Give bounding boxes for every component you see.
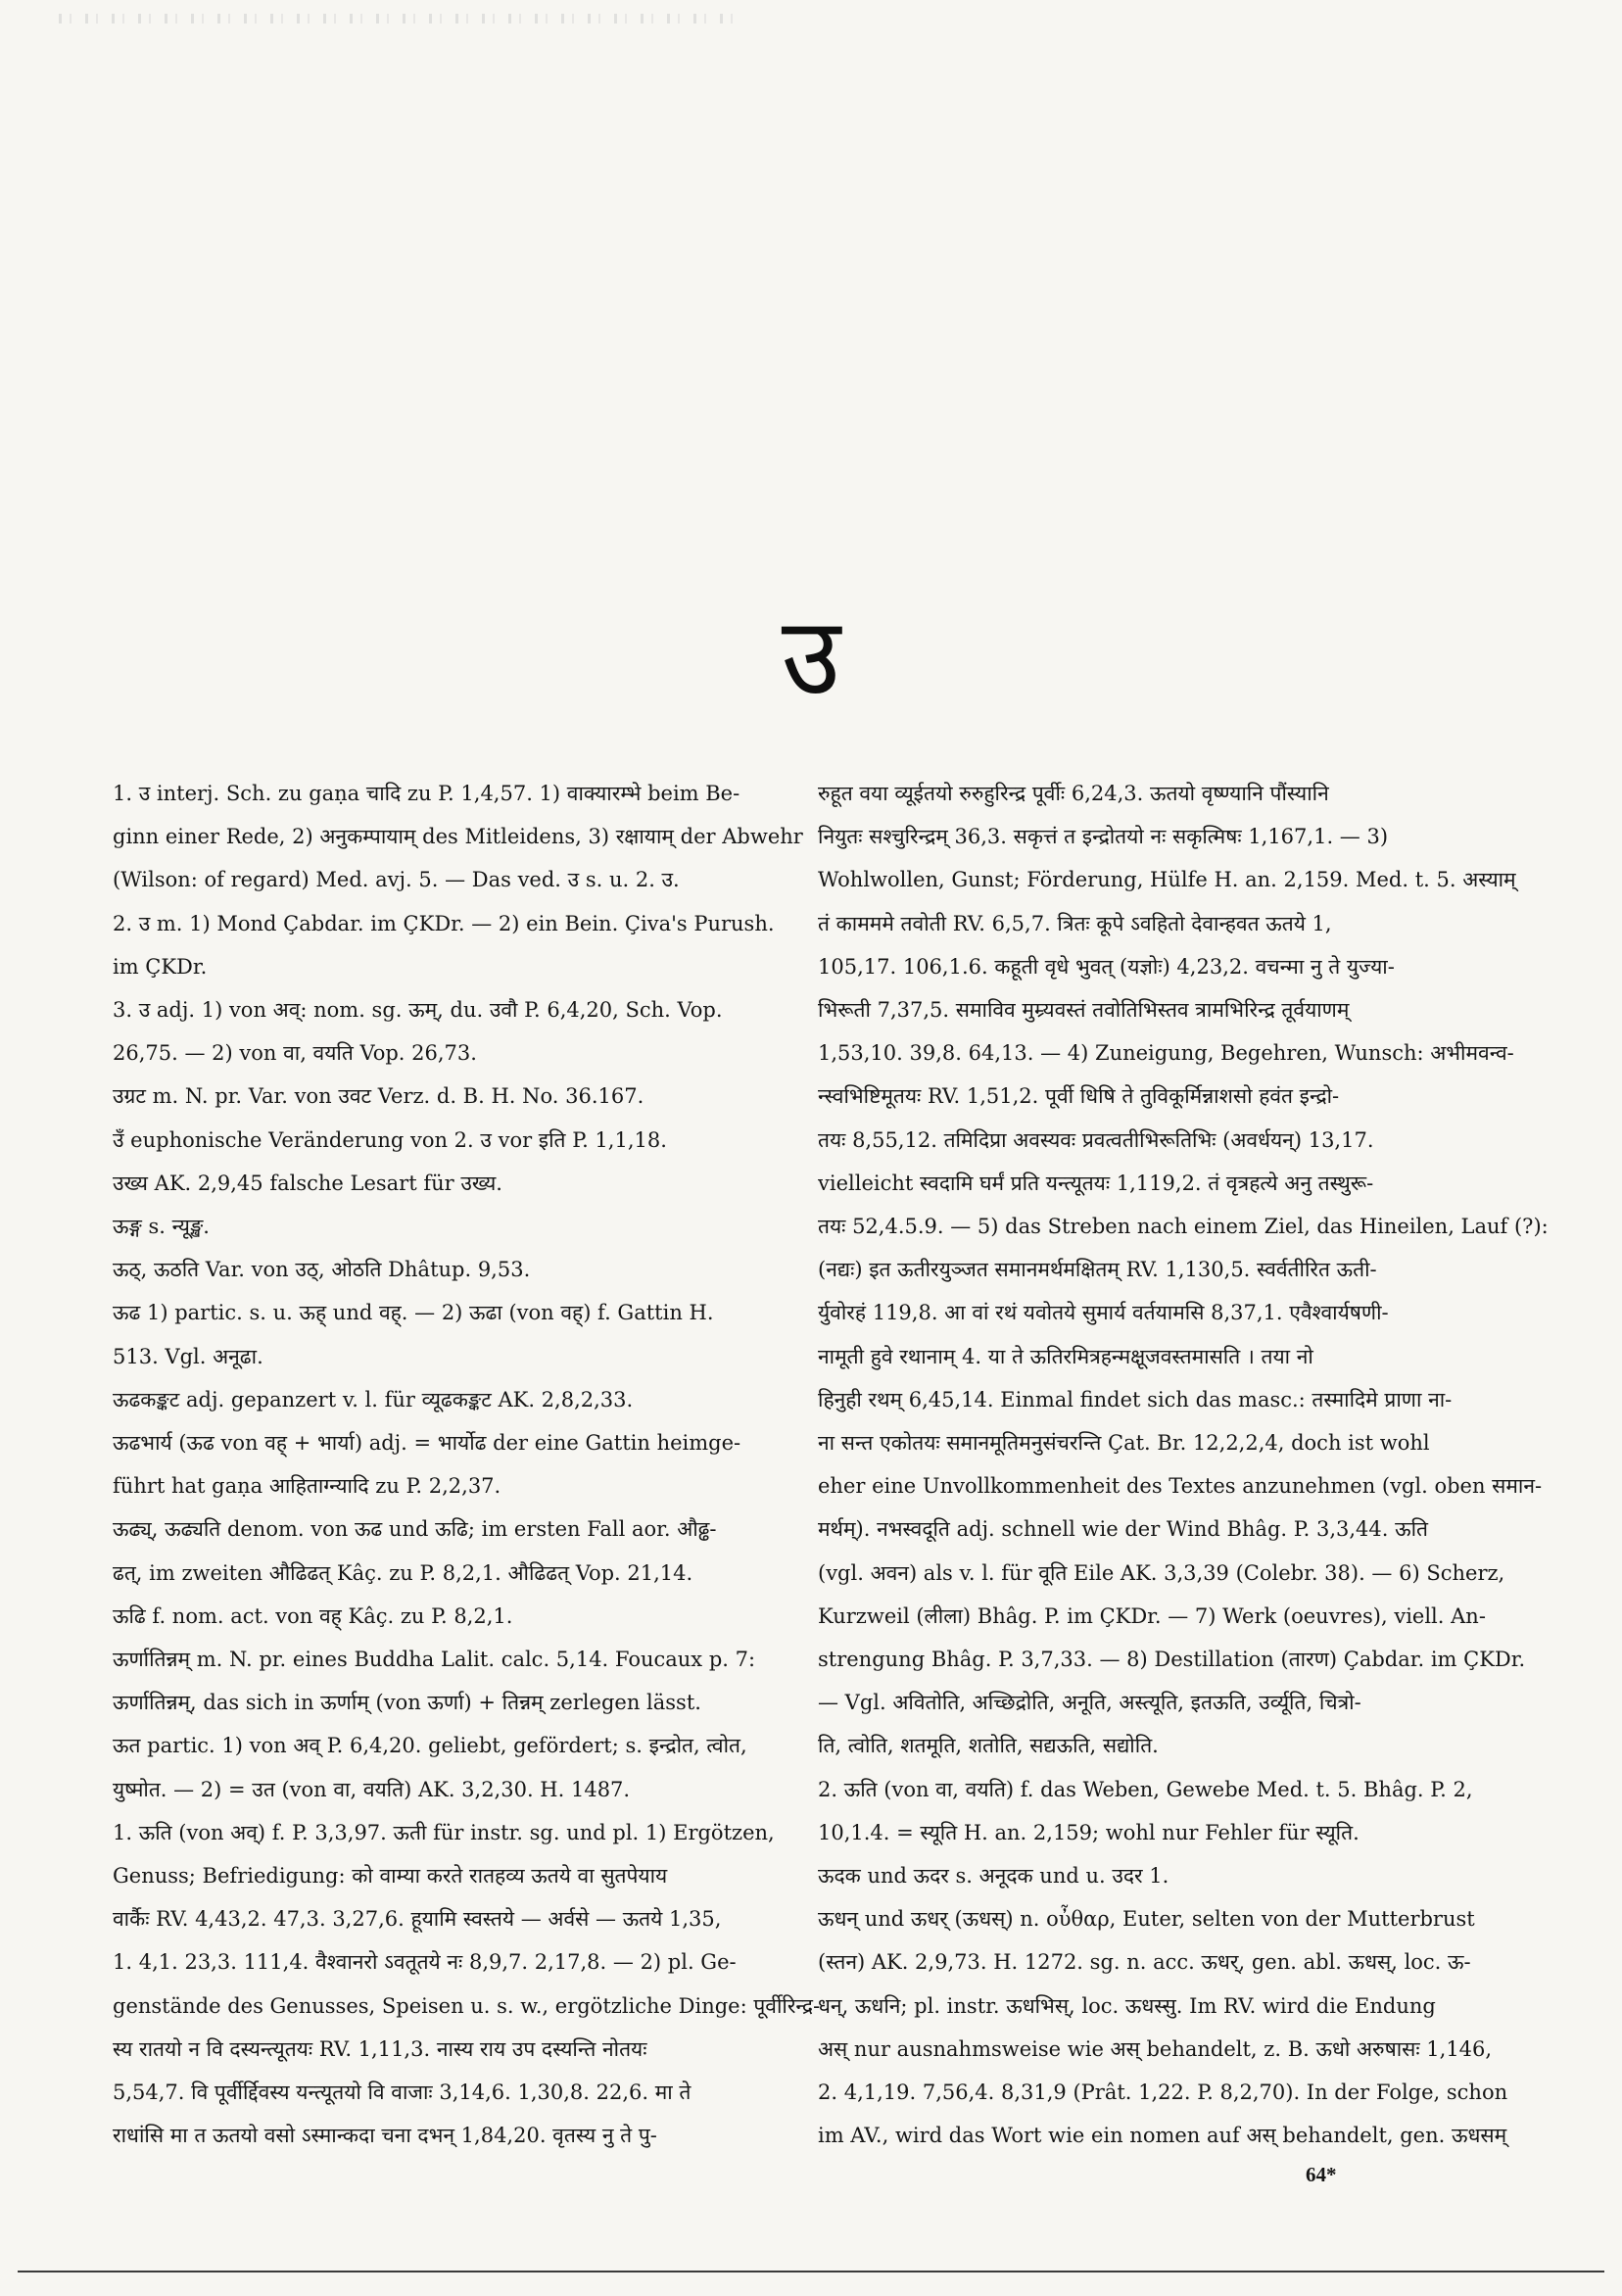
entry-line: strengung Bhâg. P. 3,7,33. — 8) Destillation (तारण) Çabdar. im ÇKDr.	[818, 1648, 1526, 1672]
entry-line: genstände des Genusses, Speisen u. s. w., ergötzliche Dinge: पूर्वीरिन्द्र-	[113, 1993, 821, 2018]
entry-line: ऊढ 1) partic. s. u. ऊह् und वह्. — 2) ऊढा (von वह्) f. Gattin H.	[113, 1301, 714, 1325]
dictionary-entry	[113, 1075, 847, 1118]
entry-line: im AV., wird das Wort wie ein nomen auf अस् behandelt, gen. ऊधसम्	[818, 2124, 1507, 2148]
entry-line: युष्मोत. — 2) = उत (von वा, वयति) AK. 3,2,30. H. 1487.	[113, 1777, 631, 1801]
entry-line: तं कामममे तवोती RV. 6,5,7. त्रितः कूपे ऽवहितो देवान्हवत ऊतये 1,	[818, 911, 1332, 935]
entry-line: 1. ऊति (von अव्) f. P. 3,3,97. ऊती für instr. sg. und pl. 1) Ergötzen,	[113, 1820, 775, 1844]
dictionary-entry	[818, 1768, 1552, 1854]
entry-line: (Wilson: of regard) Med. avj. 5. — Das ved. उ s. u. 2. उ.	[113, 868, 680, 892]
entry-line: स्य रातयो न वि दस्यन्त्यूतयः RV. 1,11,3. नास्य राय उप दस्यन्ति नोतयः	[113, 2036, 647, 2061]
dictionary-entry	[113, 1724, 847, 1810]
entry-line: राधांसि मा त ऊतयो वसो ऽस्मान्कदा चना दभन् 1,84,20. वृतस्य नु ते पु-	[113, 2124, 657, 2148]
entry-line: उग्रट m. N. pr. Var. von उवट Verz. d. B. H. No. 36.167.	[113, 1084, 644, 1109]
scan-artifact-top	[59, 14, 744, 24]
entry-line: Genuss; Befriedigung: को वाम्या करते रातहव्य ऊतये वा सुतपेयाय	[113, 1864, 668, 1889]
entry-line: 1,53,10. 39,8. 64,13. — 4) Zuneigung, Begehren, Wunsch: अभीमवन्व-	[818, 1041, 1514, 1066]
entry-line: 5,54,7. वि पूर्वीर्द्दिवस्य यन्त्यूतयो वि वाजाः 3,14,6. 1,30,8. 22,6. मा ते	[113, 2081, 692, 2105]
entry-line: ऊधन् und ऊधर् (ऊधस्) n. οὖθαρ, Euter, selten von der Mutterbrust	[818, 1907, 1475, 1932]
entry-line: 2. ऊति (von वा, वयति) f. das Weben, Gewebe Med. t. 5. Bhâg. P. 2,	[818, 1777, 1473, 1801]
entry-line: (स्तन) AK. 2,9,73. H. 1272. sg. n. acc. ऊधर्, gen. abl. ऊधस्, loc. ऊ-	[818, 1950, 1471, 1975]
entry-line: मर्थम्). नभस्वदूति adj. schnell wie der Wind Bhâg. P. 3,3,44. ऊति	[818, 1517, 1429, 1542]
dictionary-entry	[113, 1291, 847, 1377]
dictionary-entry	[818, 1854, 1552, 1897]
entry-line: रुहूत वया व्यूईतयो रुरुहुरिन्द्र पूर्वीः 6,24,3. ऊतयो वृष्ण्यानि पौंस्यानि	[818, 782, 1329, 805]
entry-line: 513. Vgl. अनूढा.	[113, 1344, 263, 1368]
right-column	[818, 772, 1552, 2158]
entry-line: Kurzweil (लीला) Bhâg. P. im ÇKDr. — 7) Werk (oeuvres), viell. An-	[818, 1603, 1486, 1628]
entry-line: ऊढभार्य (ऊढ von वह् + भार्या) adj. = भार्योढ der eine Gattin heimge-	[113, 1431, 741, 1456]
entry-line: ति, त्वोति, शतमूति, शतोति, सद्यऊति, सद्योति.	[818, 1734, 1159, 1758]
dictionary-entry	[113, 1248, 847, 1291]
dictionary-entry	[113, 902, 847, 988]
entry-line: ऊर्णातिन्नम्, das sich in ऊर्णाम् (von ऊर्णा) + तिन्नम् zerlegen lässt.	[113, 1691, 701, 1715]
entry-line: im ÇKDr.	[113, 954, 208, 979]
entry-line: 1. 4,1. 23,3. 111,4. वैश्वानरो ऽवतूतये नः 8,9,7. 2,17,8. — 2) pl. Ge-	[113, 1950, 737, 1975]
entry-line: वार्कैः RV. 4,43,2. 47,3. 3,27,6. हूयामि स्वस्तये — अर्वसे — ऊतये 1,35,	[113, 1907, 722, 1932]
entry-line: 26,75. — 2) von वा, वयति Vop. 26,73.	[113, 1041, 477, 1066]
entry-line: तयः 52,4.5.9. — 5) das Streben nach einem Ziel, das Hineilen, Lauf (?):	[818, 1215, 1549, 1239]
entry-line: हिनुही रथम् 6,45,14. Einmal findet sich das masc.: तस्मादिमे प्राणा ना-	[818, 1387, 1453, 1411]
entry-line: ginn einer Rede, 2) अनुकम्पायाम् des Mitleidens, 3) रक्षायाम् der Abwehr	[113, 825, 803, 849]
left-column	[113, 772, 847, 2158]
entry-line: 2. 4,1,19. 7,56,4. 8,31,9 (Prât. 1,22. P. 8,2,70). In der Folge, schon	[818, 2081, 1508, 2105]
entry-line: führt hat gaṇa आहिताग्न्यादि zu P. 2,2,37.	[113, 1474, 501, 1499]
dictionary-entry	[113, 1378, 847, 1421]
page-number: 64*	[1306, 2163, 1337, 2186]
entry-line: eher eine Unvollkommenheit des Textes anzunehmen (vgl. oben समान-	[818, 1474, 1543, 1499]
entry-line: ऊत partic. 1) von अव् P. 6,4,20. geliebt, gefördert; s. इन्द्रोत, त्वोत,	[113, 1734, 747, 1758]
entry-line: ढत्, im zweiten औढिढत् Kâç. zu P. 8,2,1. औढिढत् Vop. 21,14.	[113, 1560, 693, 1585]
entry-line: vielleicht स्वदामि घर्मं प्रति यन्त्यूतयः 1,119,2. तं वृत्रहत्ये अनु तस्थुरू-	[818, 1171, 1374, 1195]
entry-line: 2. उ m. 1) Mond Çabdar. im ÇKDr. — 2) ein Bein. Çiva's Purush.	[113, 911, 775, 935]
entry-line: ऊङ्ग s. न्यूङ्ख.	[113, 1215, 210, 1239]
dictionary-entry	[113, 1421, 847, 1507]
dictionary-entry	[113, 1638, 847, 1724]
dictionary-entry	[113, 1162, 847, 1205]
entry-line: भिरूती 7,37,5. समाविव मुम्र्यवस्तं तवोतिभिस्तव त्रामभिरिन्द्र तूर्वयाणम्	[818, 998, 1350, 1023]
entry-line: र्युवोरहं 119,8. आ वां रथं यवोतये सुमार्य वर्तयामसि 8,37,1. एवैश्वार्यषणी-	[818, 1301, 1389, 1325]
entry-line: ऊढकङ्कट adj. gepanzert v. l. für व्यूढकङ्कट AK. 2,8,2,33.	[113, 1387, 634, 1411]
entry-line: (vgl. अवन) als v. l. für वूति Eile AK. 3,3,39 (Colebr. 38). — 6) Scherz,	[818, 1560, 1505, 1585]
entry-line: तयः 8,55,12. तमिदिप्रा अवस्यवः प्रवत्वतीभिरूतिभिः (अवर्धयन्) 13,17.	[818, 1127, 1374, 1152]
section-heading-letter: उ	[781, 594, 841, 719]
entry-line: नियुतः सश्चुरिन्द्रम् 36,3. सकृत्तं त इन्द्रोतयो नः सकृत्मिषः 1,167,1. — 3)	[818, 825, 1389, 849]
dictionary-entry	[818, 772, 1552, 1768]
dictionary-entry	[113, 1595, 847, 1638]
dictionary-entry	[113, 1811, 847, 2158]
dictionary-entry	[113, 1507, 847, 1594]
entry-line: (नद्यः) इत ऊतीरयुञ्जत समानमर्थमक्षितम् RV. 1,130,5. स्वर्वतीरित ऊती-	[818, 1258, 1377, 1282]
entry-line: अस् nur ausnahmsweise wie अस् behandelt, z. B. ऊधो अरुषासः 1,146,	[818, 2036, 1493, 2061]
entry-line: धन्, ऊधनि; pl. instr. ऊधभिस्, loc. ऊधस्सु. Im RV. wird die Endung	[818, 1993, 1436, 2018]
entry-line: 3. उ adj. 1) von अव्: nom. sg. ऊम्, du. उवौ P. 6,4,20, Sch. Vop.	[113, 998, 723, 1023]
dictionary-entry	[113, 1205, 847, 1248]
entry-line: उँ euphonische Veränderung von 2. उ vor इति P. 1,1,18.	[113, 1127, 667, 1152]
bottom-rule	[18, 2271, 1604, 2272]
entry-line: — Vgl. अवितोति, अच्छिद्रोति, अनूति, अस्त्यूति, इतऊति, उर्व्यूति, चित्रो-	[818, 1691, 1361, 1715]
entry-line: ऊढ्य्, ऊढ्यति denom. von ऊढ und ऊढि; im ersten Fall aor. औढ्ढ-	[113, 1517, 717, 1542]
dictionary-entry	[818, 1897, 1552, 2157]
entry-line: ऊदक und ऊदर s. अनूदक und u. उदर 1.	[818, 1864, 1169, 1889]
entry-line: Wohlwollen, Gunst; Förderung, Hülfe H. an. 2,159. Med. t. 5. अस्याम्	[818, 868, 1516, 892]
dictionary-entry	[113, 988, 847, 1075]
entry-line: उख्य AK. 2,9,45 falsche Lesart für उख्य.	[113, 1171, 502, 1195]
entry-line: 10,1.4. = स्यूति H. an. 2,159; wohl nur Fehler für स्यूति.	[818, 1820, 1360, 1844]
entry-line: ऊर्णातिन्नम् m. N. pr. eines Buddha Lalit. calc. 5,14. Foucaux p. 7:	[113, 1648, 756, 1672]
entry-line: ऊढि f. nom. act. von वह् Kâç. zu P. 8,2,1.	[113, 1603, 513, 1628]
entry-line: न्स्वभिष्टिमूतयः RV. 1,51,2. पूर्वी धिषि ते तुविकूर्मिन्नाशसो हवंत इन्द्रो-	[818, 1084, 1340, 1109]
dictionary-entry	[113, 1119, 847, 1162]
entry-line: 1. उ interj. Sch. zu gaṇa चादि zu P. 1,4,57. 1) वाक्यारम्भे beim Be-	[113, 782, 740, 805]
entry-line: नामूती हुवे रथानाम् 4. या ते ऊतिरमित्रहन्मक्षूजवस्तमासति । तया नो	[818, 1344, 1313, 1368]
entry-line: ऊठ्, ऊठति Var. von उठ्, ओठति Dhâtup. 9,53.	[113, 1258, 531, 1282]
entry-line: ना सन्त एकोतयः समानमूतिमनुसंचरन्ति Çat. Br. 12,2,2,4, doch ist wohl	[818, 1431, 1430, 1456]
entry-line: 105,17. 106,1.6. कहूती वृधे भुवत् (यज्ञोः) 4,23,2. वचन्मा नु ते युज्या-	[818, 954, 1395, 979]
dictionary-entry	[113, 772, 847, 902]
